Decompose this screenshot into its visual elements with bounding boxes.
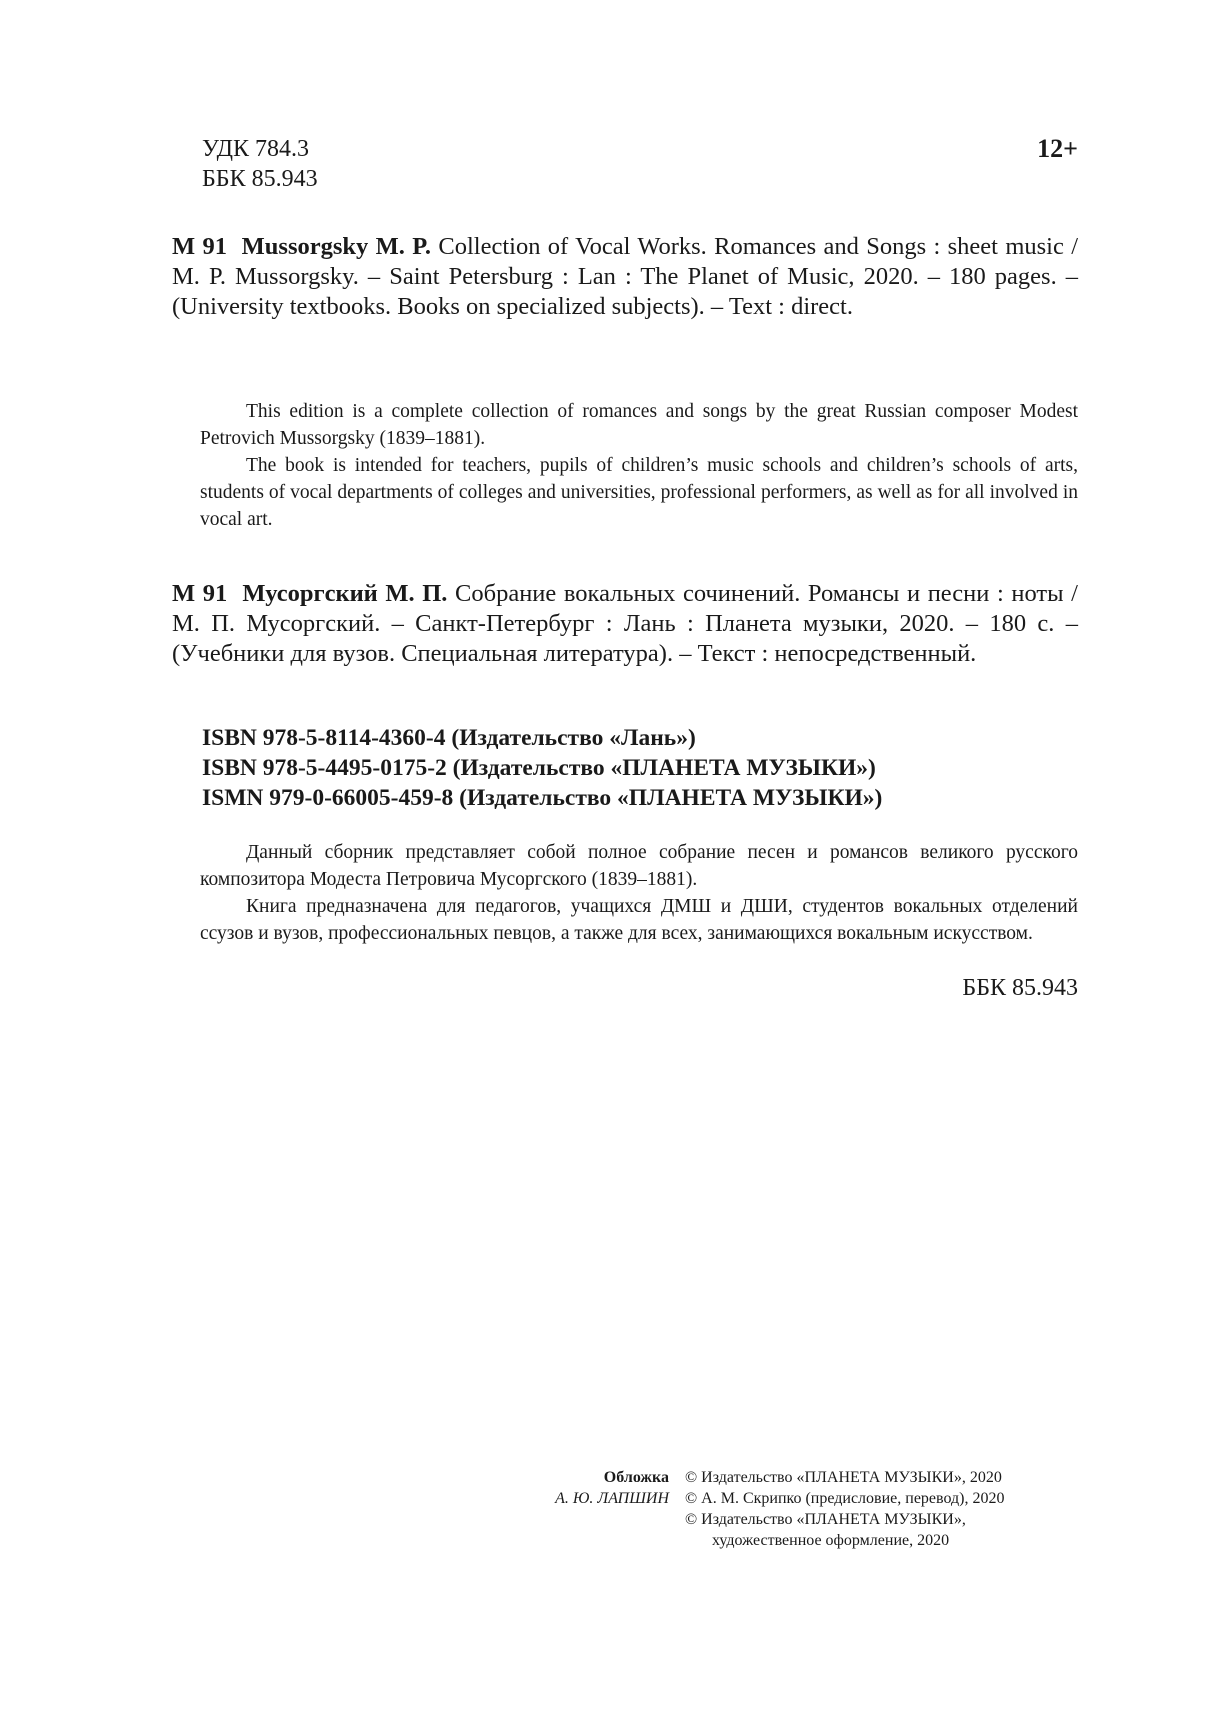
bbk-code: ББК 85.943 (202, 166, 318, 192)
annotation-paragraph: Книга предназначена для педагогов, учащихся ДМШ и ДШИ, студентов вокальных отделений ссузов и вузов, профессиональных певцов, а также для всех, занимающихся вокальным искусством. (200, 896, 1078, 944)
ismn-line: ISMN 979-0-66005-459-8 (Издательство «ПЛАНЕТА МУЗЫКИ») (202, 785, 883, 811)
udk-code: УДК 784.3 (202, 136, 309, 162)
classification-codes (202, 134, 318, 194)
entry-text: Собрание вокальных сочинений. Романсы и песни : ноты / М. П. Мусоргский. – Санкт-Петербург : Лань : Планета музыки, 2020. – 180 с. – (Учебники для вузов. Специальная литература). – Текст : непосредственный. (172, 580, 1078, 667)
credit-name: А. Ю. ЛАПШИН (555, 1490, 669, 1507)
isbn-line: ISBN 978-5-8114-4360-4 (Издательство «Лань») (202, 725, 696, 751)
annotation-paragraph: This edition is a complete collection of romances and songs by the great Russian composer Modest Petrovich Mussorgsky (1839–1881). (200, 401, 1078, 449)
bbk-code-bottom: ББК 85.943 (962, 975, 1078, 1001)
entry-code: М 91 (172, 233, 227, 260)
russian-bibliographic-entry (172, 579, 1078, 669)
credit-role: Обложка (603, 1469, 669, 1486)
english-annotation (200, 398, 1078, 533)
copyright-line: © Издательство «ПЛАНЕТА МУЗЫКИ», (685, 1511, 966, 1528)
annotation-paragraph: Данный сборник представляет собой полное собрание песен и романсов великого русского композитора Модеста Петровича Мусоргского (1839–1881). (200, 842, 1078, 890)
copyright-line: художественное оформление, 2020 (712, 1532, 950, 1549)
russian-annotation (200, 839, 1078, 947)
isbn-line: ISBN 978-5-4495-0175-2 (Издательство «ПЛАНЕТА МУЗЫКИ») (202, 755, 876, 781)
entry-text: Collection of Vocal Works. Romances and Songs : sheet music / M. P. Mussorgsky. – Saint Petersburg : Lan : The Planet of Music, 2020. – 180 pages. – (University textbooks. Books on specialized subjects). – Text : direct. (172, 233, 1079, 320)
copyright-block (685, 1467, 1105, 1551)
english-bibliographic-entry (172, 232, 1078, 322)
entry-code: М 91 (172, 580, 228, 607)
copyright-line: © А. М. Скрипко (предисловие, перевод), 2020 (685, 1490, 1005, 1507)
age-rating: 12+ (1037, 134, 1078, 163)
isbn-block (202, 723, 1082, 813)
annotation-paragraph: The book is intended for teachers, pupils of children’s music schools and children’s schools of arts, students of vocal departments of colleges and universities, professional performers, as well as for all involved in vocal art. (200, 455, 1078, 530)
cover-credit (409, 1467, 669, 1509)
copyright-line: © Издательство «ПЛАНЕТА МУЗЫКИ», 2020 (685, 1469, 1002, 1486)
entry-author: Мусоргский М. П. (242, 580, 448, 607)
entry-author: Mussorgsky M. P. (241, 233, 432, 260)
